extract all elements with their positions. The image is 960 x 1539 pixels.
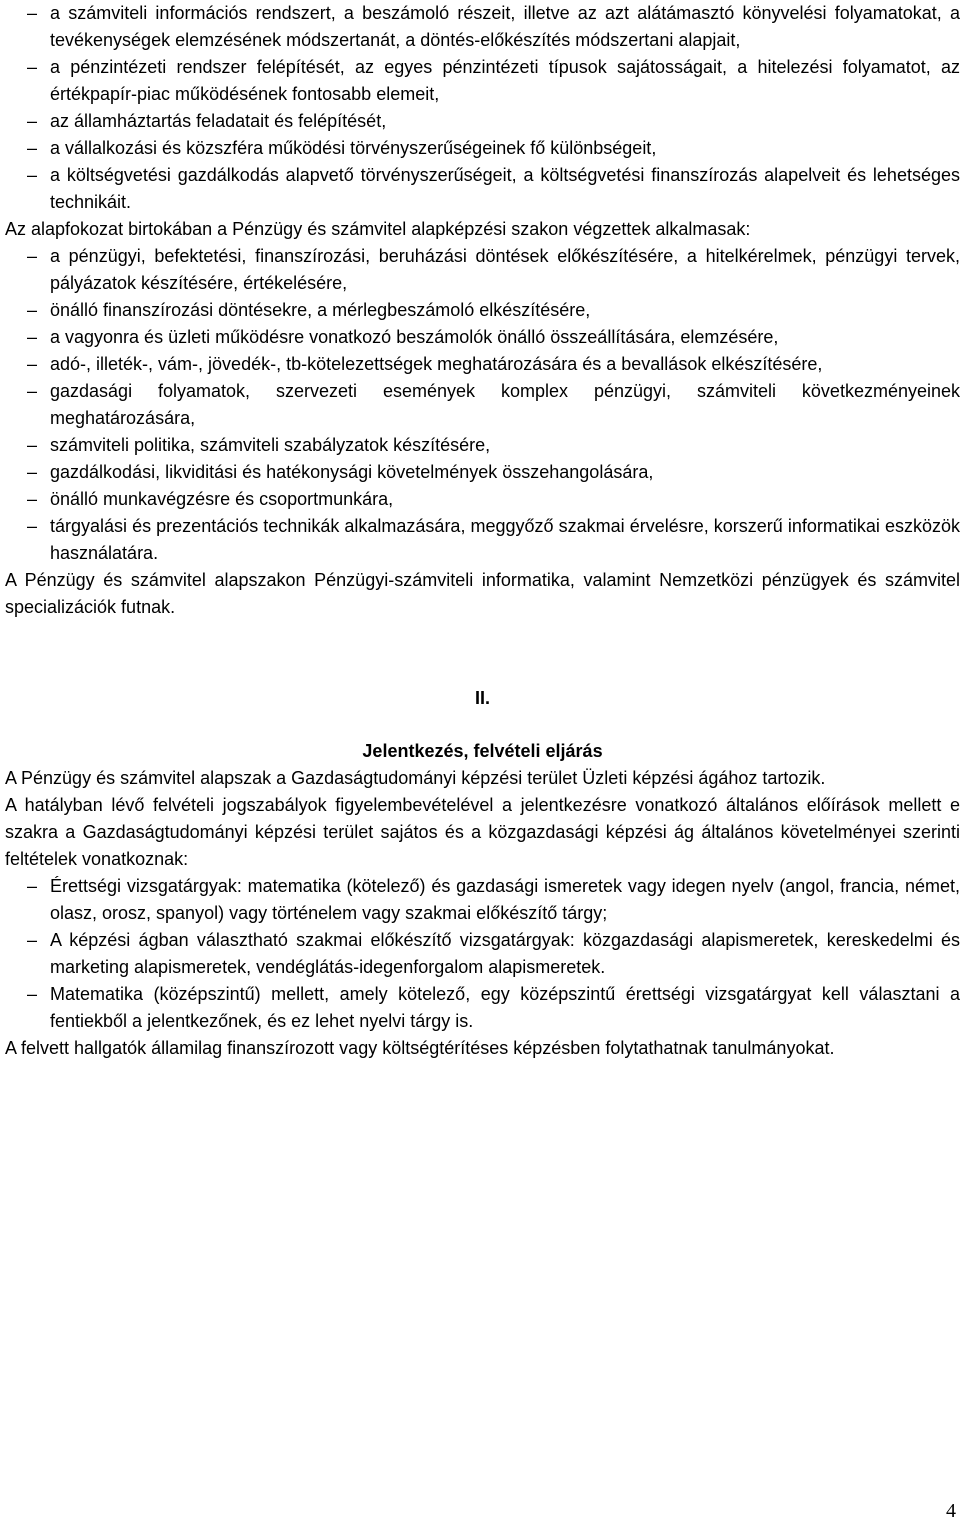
dash-bullet: –	[27, 984, 38, 1004]
list-item	[5, 432, 960, 459]
list-item	[5, 0, 960, 54]
list-item-text: gazdasági folyamatok, szervezeti események komplex pénzügyi, számviteli következményeinek meghatározására,	[50, 381, 960, 428]
dash-bullet: –	[27, 57, 38, 77]
list-item	[5, 873, 960, 927]
admission-list	[5, 873, 960, 1035]
specializations-paragraph: A Pénzügy és számvitel alapszakon Pénzügyi-számviteli informatika, valamint Nemzetközi pénzügyek és számvitel specializációk futnak.	[5, 570, 960, 617]
list-item-text: a pénzintézeti rendszer felépítését, az egyes pénzintézeti típusok sajátosságait, a hitelezési folyamatot, az értékpapír-piac működésének fontosabb elemeit,	[50, 57, 960, 104]
document-page	[5, 0, 960, 1062]
list-item-text: számviteli politika, számviteli szabályzatok készítésére,	[50, 435, 491, 455]
list-item	[5, 459, 960, 486]
dash-bullet: –	[27, 516, 38, 536]
list-item	[5, 981, 960, 1035]
list-item-text: a számviteli információs rendszert, a beszámoló részeit, illetve az azt alátámasztó könyvelési folyamatokat, a tevékenységek elemzésének módszertanát, a döntés-előkészítés módszertani alapjait,	[50, 3, 960, 50]
dash-bullet: –	[27, 354, 38, 374]
knowledge-list	[5, 0, 960, 216]
dash-bullet: –	[27, 138, 38, 158]
list-item-text: önálló munkavégzésre és csoportmunkára,	[50, 489, 394, 509]
training-area-paragraph: A Pénzügy és számvitel alapszak a Gazdaságtudományi képzési terület Üzleti képzési ágához tartozik.	[5, 768, 826, 788]
list-item-text: a vagyonra és üzleti működésre vonatkozó beszámolók önálló összeállítására, elemzésére,	[50, 327, 779, 347]
list-item	[5, 243, 960, 297]
list-item	[5, 108, 960, 135]
dash-bullet: –	[27, 435, 38, 455]
list-item-text: tárgyalási és prezentációs technikák alkalmazására, meggyőző szakmai érvelésre, korszerű informatikai eszközök használatára.	[50, 516, 960, 563]
list-item	[5, 486, 960, 513]
dash-bullet: –	[27, 462, 38, 482]
list-item-text: A képzési ágban választható szakmai előkészítő vizsgatárgyak: közgazdasági alapismeretek, kereskedelmi és marketing alapismeretek, vendéglátás-idegenforgalom alapismeretek.	[50, 930, 960, 977]
admission-requirements-paragraph: A hatályban lévő felvételi jogszabályok figyelembevételével a jelentkezésre vonatkozó általános előírások mellett e szakra a Gazdaságtudományi képzési terület sajátos és a közgazdasági képzési ág általános követelményei szerinti feltételek vonatkoznak:	[5, 795, 960, 869]
list-item	[5, 297, 960, 324]
dash-bullet: –	[27, 381, 38, 401]
dash-bullet: –	[27, 300, 38, 320]
list-item-text: Érettségi vizsgatárgyak: matematika (kötelező) és gazdasági ismeretek vagy idegen nyelv (angol, francia, német, olasz, orosz, spanyol) vagy történelem vagy szakmai előkészítő tárgy;	[50, 876, 960, 923]
dash-bullet: –	[27, 327, 38, 347]
dash-bullet: –	[27, 111, 38, 131]
list-item-text: a költségvetési gazdálkodás alapvető törvényszerűségeit, a költségvetési finanszírozás alapelveit és lehetséges technikáit.	[50, 165, 960, 212]
dash-bullet: –	[27, 876, 38, 896]
list-item	[5, 54, 960, 108]
competencies-intro-paragraph: Az alapfokozat birtokában a Pénzügy és számvitel alapképzési szakon végzettek alkalmasak:	[5, 219, 751, 239]
list-item	[5, 324, 960, 351]
dash-bullet: –	[27, 165, 38, 185]
financing-paragraph: A felvett hallgatók államilag finanszírozott vagy költségtérítéses képzésben folytathatnak tanulmányokat.	[5, 1038, 835, 1058]
list-item	[5, 162, 960, 216]
list-item	[5, 378, 960, 432]
list-item-text: a pénzügyi, befektetési, finanszírozási, beruházási döntések előkészítésére, a hitelkérelmek, pénzügyi tervek, pályázatok készítésére, értékelésére,	[50, 246, 960, 293]
list-item-text: a vállalkozási és közszféra működési törvényszerűségeinek fő különbségeit,	[50, 138, 657, 158]
dash-bullet: –	[27, 3, 38, 23]
list-item	[5, 927, 960, 981]
section-title: Jelentkezés, felvételi eljárás	[362, 741, 603, 761]
list-item-text: önálló finanszírozási döntésekre, a mérlegbeszámoló elkészítésére,	[50, 300, 591, 320]
list-item-text: Matematika (középszintű) mellett, amely kötelező, egy középszintű érettségi vizsgatárgyat kell választani a fentiekből a jelentkezőnek, és ez lehet nyelvi tárgy is.	[50, 984, 960, 1031]
dash-bullet: –	[27, 246, 38, 266]
list-item-text: az államháztartás feladatait és felépítését,	[50, 111, 387, 131]
section-number: II.	[474, 688, 490, 708]
list-item	[5, 135, 960, 162]
list-item-text: gazdálkodási, likviditási és hatékonysági követelmények összehangolására,	[50, 462, 654, 482]
list-item	[5, 351, 960, 378]
dash-bullet: –	[27, 489, 38, 509]
list-item	[5, 513, 960, 567]
page-number: 4	[946, 1500, 956, 1522]
dash-bullet: –	[27, 930, 38, 950]
competencies-list	[5, 243, 960, 567]
list-item-text: adó-, illeték-, vám-, jövedék-, tb-kötelezettségek meghatározására és a bevallások elkészítésére,	[50, 354, 823, 374]
